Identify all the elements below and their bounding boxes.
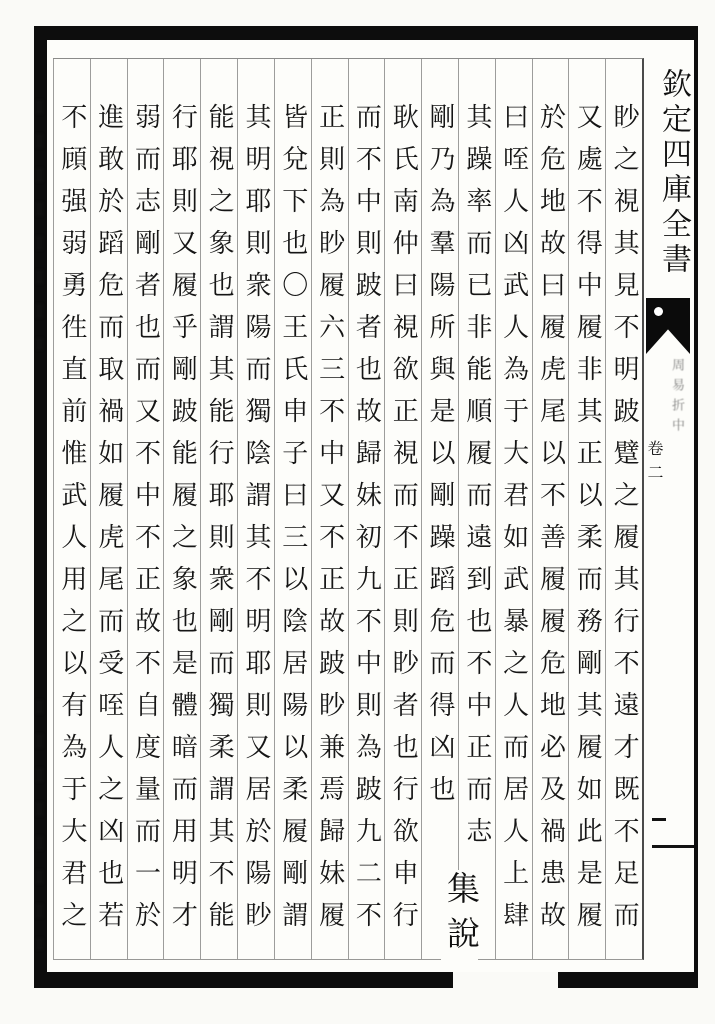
- text-column: [127, 59, 164, 959]
- column-text: 正則為眇履六三不中又不正故跛眇兼焉歸妹履: [315, 103, 345, 943]
- column-text: 其明耶則衆陽而獨陰謂其不明耶則又居於陽眇: [241, 103, 271, 943]
- column-text: 耿氏南仲曰視欲正視而不正則眇者也行欲申行: [389, 103, 419, 943]
- text-column: [90, 59, 127, 959]
- text-column: [237, 59, 274, 959]
- fishtail-icon: [646, 298, 690, 354]
- column-text: 其躁率而已非能順履而遠到也不中正而志: [462, 103, 492, 859]
- text-column: [53, 59, 90, 959]
- text-column: [495, 59, 532, 959]
- text-column: [348, 59, 385, 959]
- column-text: 而不中則跛者也故歸妹初九不中則為跛九二不: [352, 103, 382, 943]
- column-text: 剛乃為羣陽所與是以剛躁蹈危而得凶也: [426, 103, 456, 817]
- column-text: 行耶則又履乎剛跛能履之象也是體暗而用明才: [168, 103, 198, 943]
- text-column: [274, 59, 311, 959]
- scan-artifact: [453, 972, 558, 988]
- column-text: 能視之象也謂其能行耶則衆剛而獨柔謂其不能: [205, 103, 235, 943]
- column-text: 曰咥人凶武人為于大君如武暴之人而居人上肆: [499, 103, 529, 943]
- column-text: 又處不得中履非其正以柔而務剛其履如此是履: [573, 103, 603, 943]
- column-text: 弱而志剛者也而又不中不正故不自度量而一於: [131, 103, 161, 943]
- text-column: [568, 59, 605, 959]
- text-column: [605, 59, 642, 959]
- page-frame: [34, 26, 698, 988]
- section-header: 集說: [442, 871, 478, 961]
- text-column: [532, 59, 569, 959]
- volume-label: 卷二: [645, 440, 662, 488]
- scan-artifact: [652, 818, 666, 821]
- column-text: 進敢於蹈危而取禍如履虎尾而受咥人之凶也若: [94, 103, 124, 943]
- column-text: 不頋强弱勇徃直前惟武人用之以有為于大君之: [57, 103, 87, 943]
- series-title: 欽定四庫全書: [657, 68, 690, 278]
- scan-artifact: [36, 700, 43, 950]
- text-column: [421, 59, 458, 959]
- text-column: [311, 59, 348, 959]
- scan-artifact: [652, 845, 694, 848]
- text-column: [200, 59, 237, 959]
- column-text: 於危地故曰履虎尾以不善履履危地必及禍患故: [536, 103, 566, 943]
- column-text: 皆兌下也〇王氏申子曰三以陰居陽以柔履剛謂: [278, 103, 308, 943]
- margin-book-title: 周易折中: [670, 358, 685, 438]
- text-column: [163, 59, 200, 959]
- text-block: [53, 58, 644, 960]
- text-column: [384, 59, 421, 959]
- scan-artifact: [36, 100, 43, 350]
- column-text: 眇之視其見不明跛躄之履其行不遠才既不足而: [610, 103, 640, 943]
- text-column: [458, 59, 495, 959]
